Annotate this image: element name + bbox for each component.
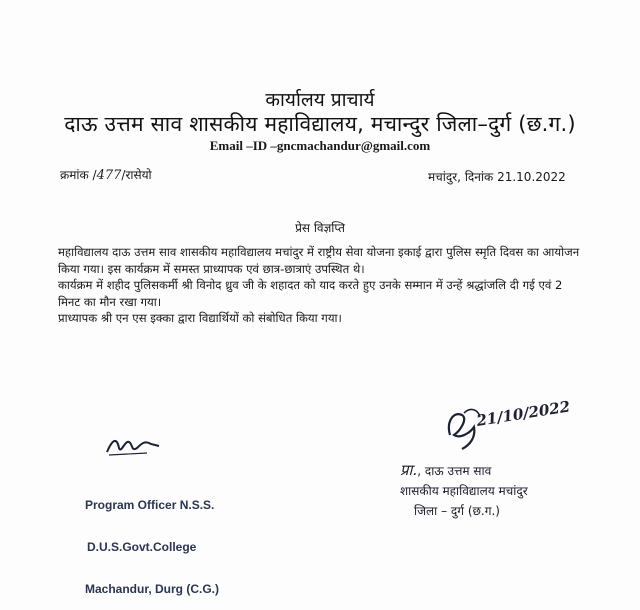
principal-stamp (400, 460, 528, 521)
principal-line-2: शासकीय महाविद्यालय मचांदुर (400, 484, 528, 498)
body-paragraph: कार्यक्रम में शहीद पुलिसकर्मी श्री विनोद ध्रुव जी के शहादत को याद करते हुए उनके सम्मान में उन्हें श्रद्धांजलि दी गई एवं 2 मिनट का मौन रखा गया। (58, 278, 563, 309)
college-name: दाऊ उत्तम साव शासकीय महाविद्यालय, मचान्दुर जिला–दुर्ग (छ.ग.) (64, 112, 576, 136)
body-paragraph: महाविद्यालय दाऊ उत्तम साव शासकीय महाविद्यालय मचांदुर में राष्ट्रीय सेवा योजना इकाई द्वारा पुलिस स्मृति दिवस का आयोजन किया गया। इस कार्यक्रम में समस्त प्राध्यापक एवं छात्र-छात्राएं उपस्थित थे। (58, 245, 580, 276)
place-date: मचांदुर, दिनांक 21.10.2022 (428, 170, 566, 184)
stamp-line-address: Machandur, Durg (C.G.) (85, 582, 220, 596)
document-subject: प्रेस विज्ञप्ति (295, 221, 345, 235)
body-paragraph: प्राध्यापक श्री एन एस इक्का द्वारा विद्यार्थियों को संबोधित किया गया। (58, 311, 342, 325)
principal-line-1: , दाऊ उत्तम साव (417, 464, 492, 478)
principal-abbreviation: प्रा. (400, 461, 418, 479)
signature-date: 21/10/2022 (475, 397, 572, 430)
reference-number (60, 166, 152, 183)
stamp-line-college: D.U.S.Govt.College (87, 540, 197, 554)
college-email: Email –ID –gncmachandur@gmail.com (209, 138, 431, 153)
principal-line-3: जिला – दुर्ग (छ.ग.) (414, 504, 500, 518)
office-title: कार्यालय प्राचार्य (265, 89, 375, 111)
program-officer-signature (103, 434, 163, 458)
program-officer-stamp (85, 456, 219, 610)
stamp-line-title: Program Officer N.S.S. (85, 498, 215, 512)
reference-number-handwritten: 477 (96, 168, 122, 183)
reference-suffix: /रासेयो (121, 168, 152, 182)
press-release-body (58, 244, 583, 327)
reference-prefix: क्रमांक / (60, 168, 97, 182)
